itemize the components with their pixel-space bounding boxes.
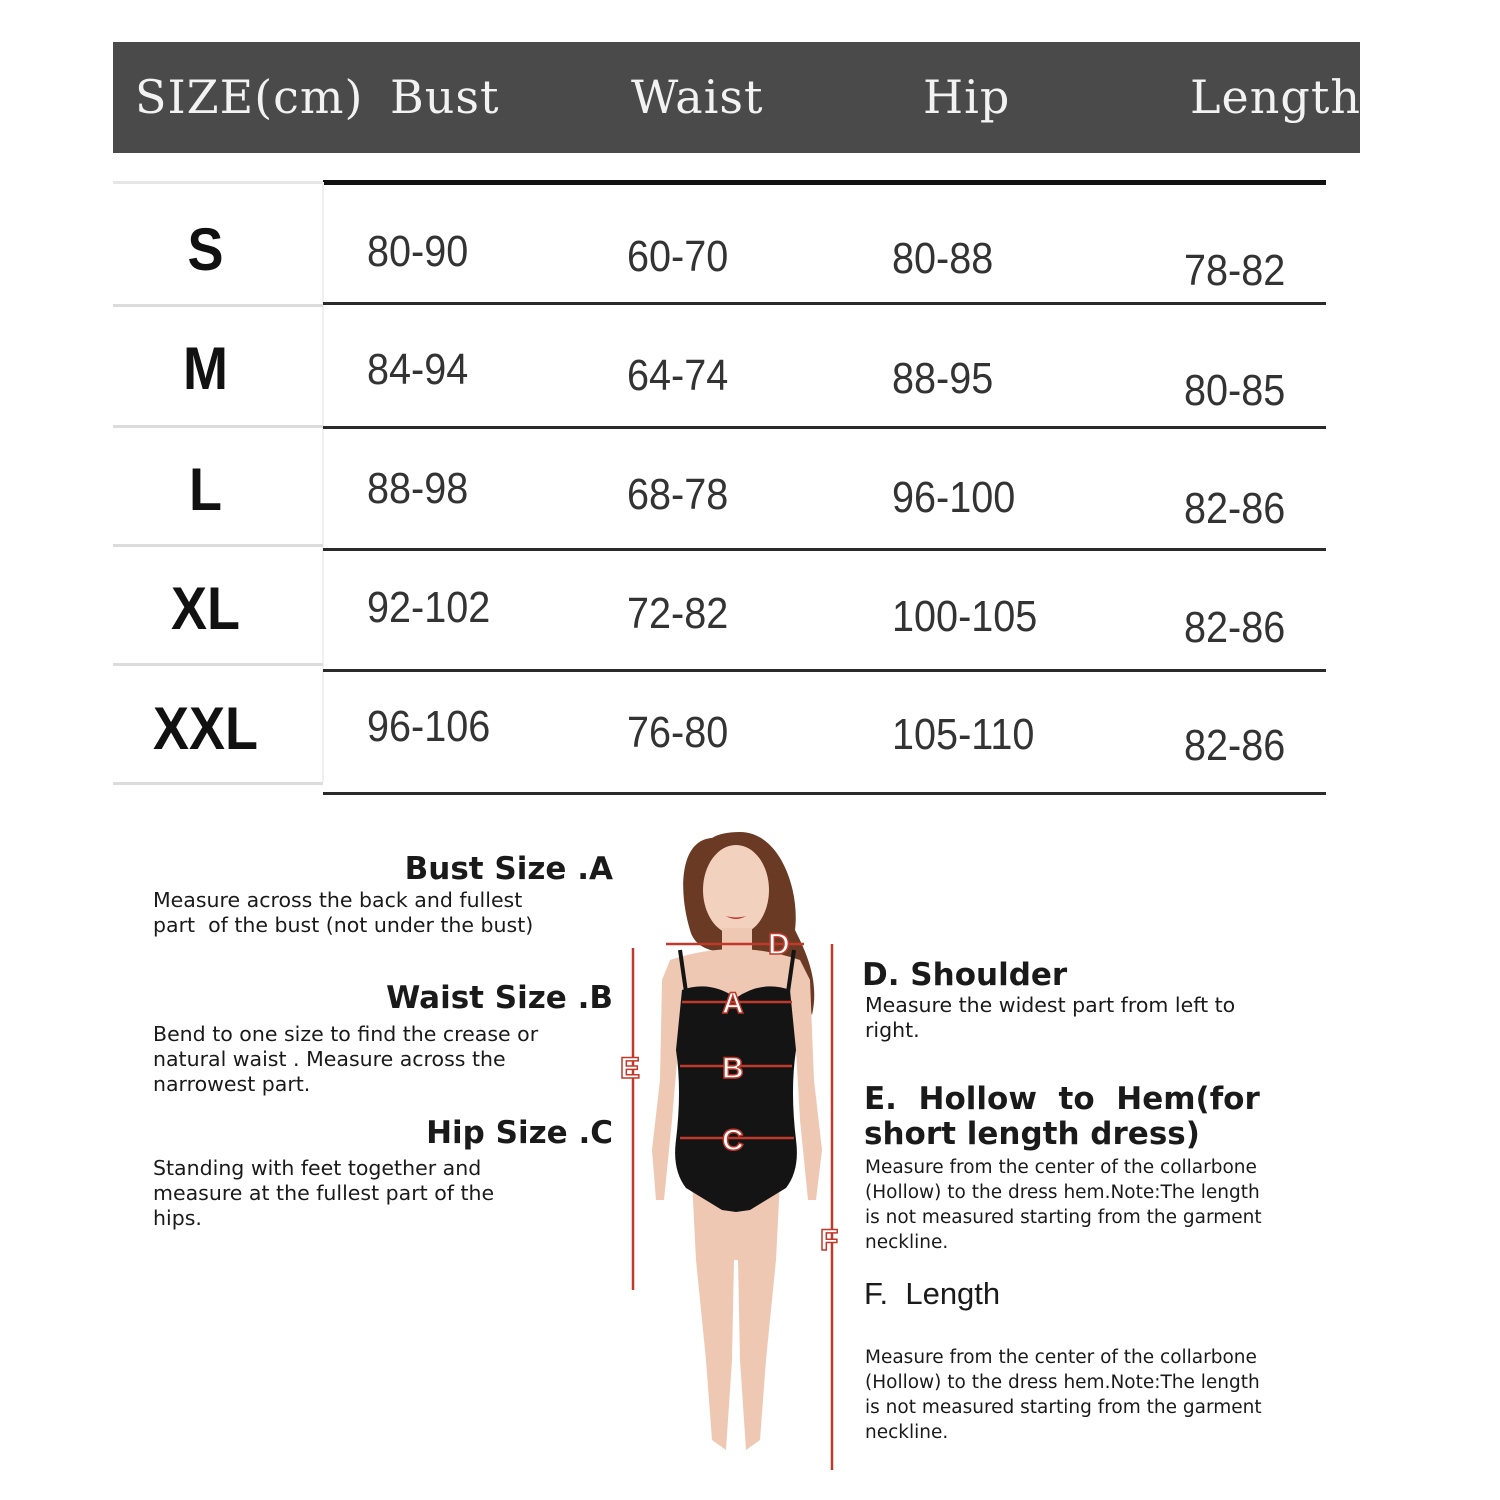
length-text-line: (Hollow) to the dress hem.Note:The length [865, 1372, 1260, 1393]
cell-xxl-waist: 76-80 [627, 708, 729, 757]
shoulder-text-line: right. [865, 1018, 920, 1042]
marker-c: C [722, 1124, 744, 1157]
header-length: Length [1190, 70, 1361, 124]
size-label-s: S [187, 216, 224, 283]
row-divider [323, 792, 1326, 795]
column-divider [322, 182, 324, 782]
cell-m-waist: 64-74 [627, 351, 729, 400]
hollow-to-hem-text [865, 1155, 1262, 1255]
table-top-rule [323, 180, 1326, 185]
hip-size-title: Hip Size .C [426, 1115, 613, 1151]
row-divider [323, 426, 1326, 429]
bust-size-text [153, 888, 533, 938]
header-bust: Bust [390, 70, 500, 124]
length-title: F. Length [864, 1276, 1001, 1311]
waist-text-line: narrowest part. [153, 1072, 311, 1096]
cell-l-bust: 88-98 [367, 464, 469, 513]
hollow-title-line: E. Hollow to Hem(for [864, 1081, 1260, 1117]
header-size: SIZE(cm) [135, 70, 364, 124]
waist-text-line: Bend to one size to find the crease or [153, 1022, 539, 1046]
header-waist: Waist [631, 70, 764, 124]
length-text-line: is not measured starting from the garment [865, 1397, 1262, 1418]
bodysuit [675, 986, 797, 1212]
marker-e: E [620, 1052, 641, 1085]
cell-l-hip: 96-100 [892, 473, 1016, 522]
table-top-rule-left [113, 181, 323, 184]
size-label-xl: XL [170, 575, 240, 642]
length-text-line: Measure from the center of the collarbone [865, 1347, 1257, 1368]
size-label-xxl: XXL [152, 695, 259, 762]
waist-size-text [153, 1022, 538, 1097]
face [703, 845, 769, 935]
marker-b: B [722, 1052, 744, 1085]
bust-size-title: Bust Size .A [404, 851, 613, 887]
row-divider [323, 302, 1326, 305]
cell-l-length: 82-86 [1184, 484, 1286, 533]
hip-text-line: measure at the fullest part of the [153, 1181, 495, 1205]
row-divider-left [113, 544, 323, 547]
marker-f: F [820, 1224, 839, 1257]
length-text [865, 1345, 1262, 1445]
bust-text-line: Measure across the back and fullest [153, 888, 523, 912]
row-divider-left [113, 663, 323, 666]
cell-xl-waist: 72-82 [627, 589, 729, 638]
hip-text-line: hips. [153, 1206, 202, 1230]
shoulder-text [865, 993, 1235, 1043]
row-divider-left [113, 425, 323, 428]
hollow-to-hem-title [864, 1082, 1260, 1152]
hip-text-line: Standing with feet together and [153, 1156, 482, 1180]
cell-xl-hip: 100-105 [892, 592, 1038, 641]
hip-size-text [153, 1156, 494, 1231]
hollow-text-line: is not measured starting from the garment [865, 1207, 1262, 1228]
cell-m-hip: 88-95 [892, 354, 994, 403]
cell-xxl-hip: 105-110 [892, 710, 1035, 759]
cell-s-length: 78-82 [1184, 246, 1286, 295]
cell-s-waist: 60-70 [627, 232, 729, 281]
hollow-text-line: neckline. [865, 1232, 949, 1253]
shoulder-title: D. Shoulder [862, 957, 1068, 993]
size-label-l: L [189, 456, 222, 523]
row-divider [323, 669, 1326, 672]
header-hip: Hip [923, 70, 1011, 124]
cell-s-hip: 80-88 [892, 234, 994, 283]
marker-d: D [768, 928, 790, 961]
legs [692, 1180, 780, 1450]
cell-m-length: 80-85 [1184, 366, 1286, 415]
cell-xl-length: 82-86 [1184, 603, 1286, 652]
cell-xxl-length: 82-86 [1184, 721, 1286, 770]
shoulder-text-line: Measure the widest part from left to [865, 993, 1236, 1017]
model-illustration [600, 820, 860, 1480]
cell-xxl-bust: 96-106 [367, 702, 491, 751]
bust-text-line: part of the bust (not under the bust) [153, 913, 534, 937]
marker-a: A [722, 987, 744, 1020]
length-text-line: neckline. [865, 1422, 949, 1443]
cell-m-bust: 84-94 [367, 345, 469, 394]
row-divider-left [113, 782, 323, 785]
size-label-m: M [183, 335, 228, 402]
waist-text-line: natural waist . Measure across the [153, 1047, 506, 1071]
row-divider [323, 548, 1326, 551]
waist-size-title: Waist Size .B [386, 980, 613, 1016]
hollow-title-line: short length dress) [864, 1116, 1200, 1152]
cell-l-waist: 68-78 [627, 470, 729, 519]
row-divider-left [113, 304, 323, 307]
hollow-text-line: (Hollow) to the dress hem.Note:The length [865, 1182, 1260, 1203]
cell-xl-bust: 92-102 [367, 583, 491, 632]
measurement-figure [600, 820, 860, 1480]
hollow-text-line: Measure from the center of the collarbone [865, 1157, 1257, 1178]
cell-s-bust: 80-90 [367, 227, 469, 276]
